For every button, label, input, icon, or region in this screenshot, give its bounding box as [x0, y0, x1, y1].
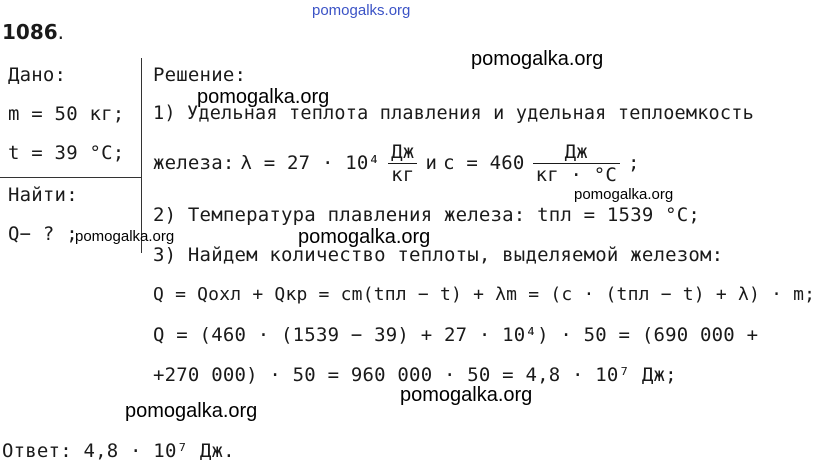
- problem-number-value: 1086: [2, 20, 58, 44]
- watermark: pomogalka.org: [400, 384, 533, 406]
- solution-line-3: 2) Температура плавления железа: tпл = 1539 °C;: [153, 204, 701, 226]
- solution-line-5: Q = Qохл + Qкр = cm(tпл − t) + λm = (c · (tпл − t) + λ) · m;: [153, 284, 815, 305]
- divider-horizontal: [0, 177, 142, 178]
- watermark: pomogalka.org: [197, 86, 330, 108]
- fraction-j-per-kg-deg: [533, 141, 620, 186]
- solution-label: Решение:: [153, 64, 247, 86]
- fraction-j-per-kg: [388, 141, 417, 186]
- solution-line-2: [153, 138, 640, 188]
- watermark: pomogalka.org: [471, 48, 604, 70]
- watermark: pomogalka.org: [298, 226, 431, 248]
- fraction-2-denominator: кг · °C: [535, 163, 618, 186]
- find-quantity: Q− ? ;: [8, 223, 78, 245]
- find-label: Найти:: [8, 184, 78, 206]
- fraction-1-denominator: кг: [391, 163, 415, 186]
- solution-line-1: 1) Удельная теплота плавления и удельная теплоемкость: [153, 103, 754, 124]
- given-label: Дано:: [8, 64, 67, 86]
- problem-number: [2, 20, 64, 44]
- c-expression: c = 460: [443, 152, 525, 174]
- solution-line-6: Q = (460 · (1539 − 39) + 27 · 10⁴) · 50 = (690 000 +: [153, 324, 759, 346]
- watermark: pomogalka.org: [75, 228, 175, 245]
- given-mass: m = 50 кг;: [8, 103, 125, 125]
- watermark: pomogalka.org: [574, 186, 674, 203]
- solution-line-4: 3) Найдем количество теплоты, выделяемой железом:: [153, 244, 724, 266]
- answer: Ответ: 4,8 · 10⁷ Дж.: [2, 440, 235, 462]
- fraction-1-numerator: Дж: [388, 141, 417, 164]
- watermark: pomogalka.org: [125, 400, 258, 422]
- solution-line-7: +270 000) · 50 = 960 000 · 50 = 4,8 · 10⁷ Дж;: [153, 364, 677, 386]
- line2-end: ;: [628, 152, 640, 174]
- watermark-top: pomogalks.org: [312, 2, 411, 19]
- fraction-2-numerator: Дж: [533, 141, 620, 164]
- line2-prefix: железа:: [153, 152, 235, 174]
- lambda-expression: λ = 27 · 10⁴: [240, 152, 381, 174]
- divider-vertical: [141, 58, 142, 253]
- conjunction-and: и: [425, 152, 438, 174]
- problem-number-dot: .: [57, 20, 65, 44]
- given-temperature: t = 39 °C;: [8, 142, 125, 164]
